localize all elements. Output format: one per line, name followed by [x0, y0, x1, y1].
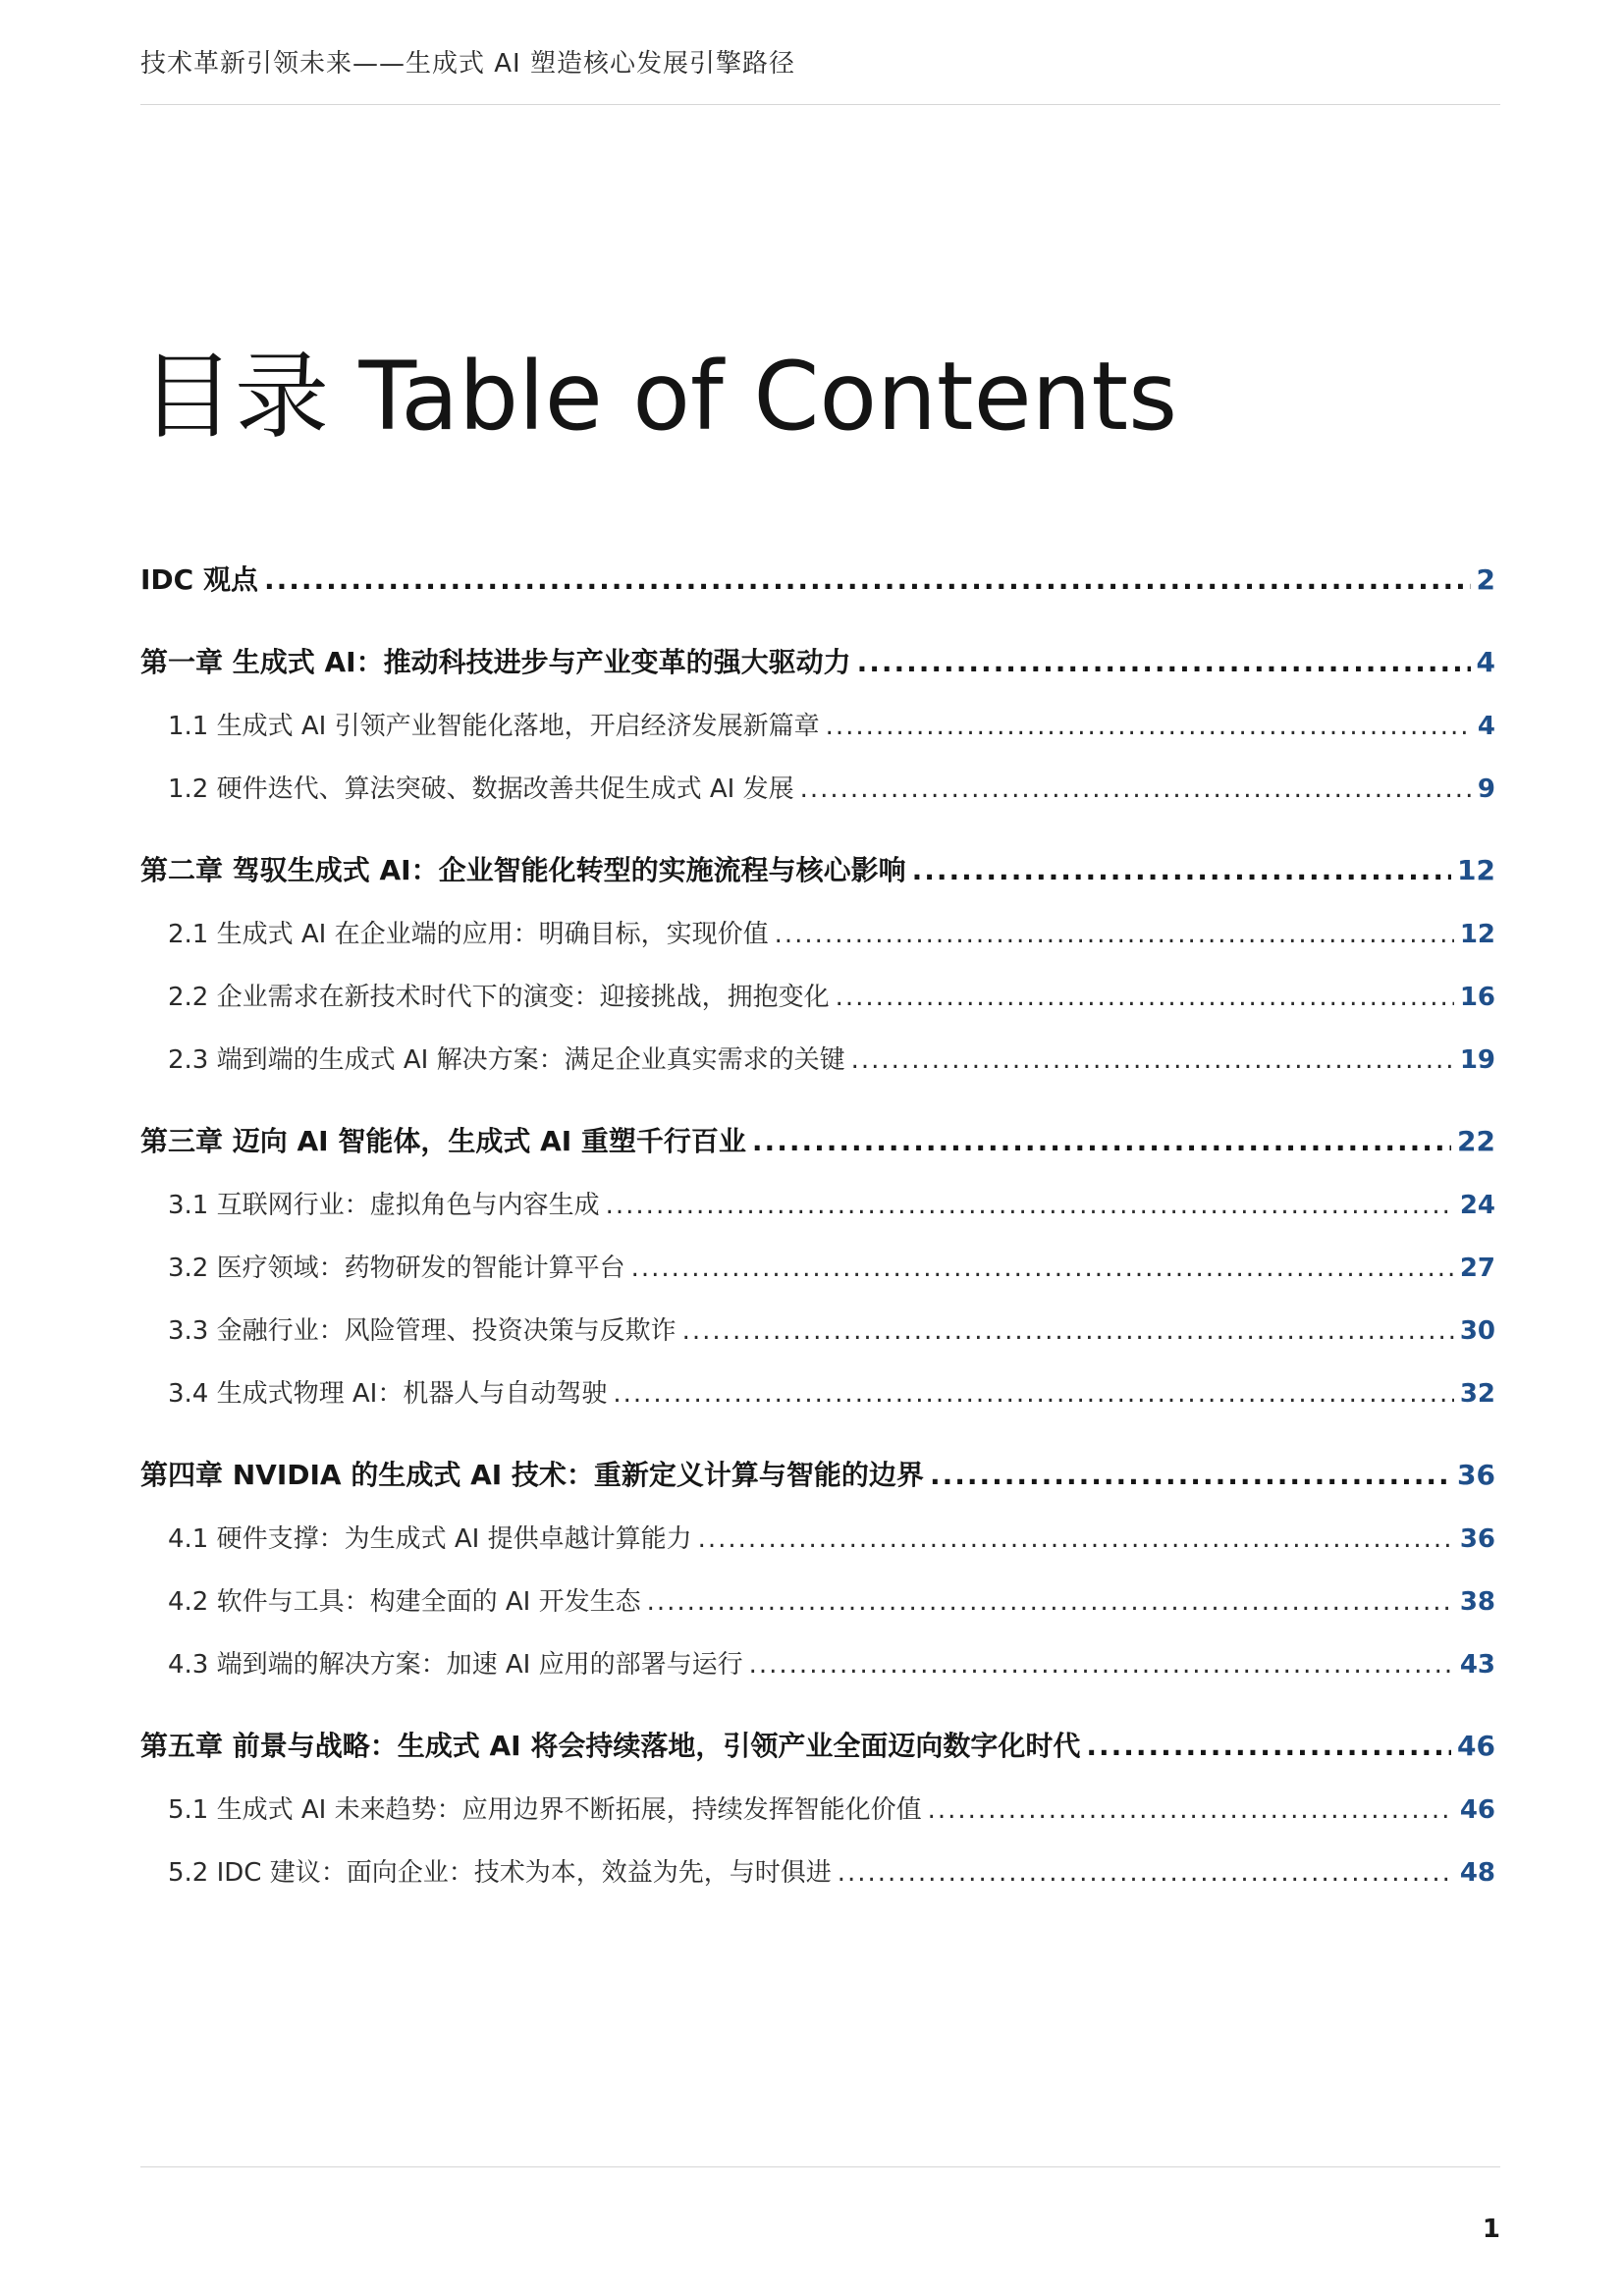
toc-dot-leader — [749, 1645, 1454, 1684]
toc-dot-leader — [752, 1121, 1451, 1162]
toc-dot-leader — [631, 1249, 1454, 1288]
toc-dot-leader — [647, 1582, 1454, 1622]
toc-entry-label: 4.2 软件与工具：构建全面的 AI 开发生态 — [168, 1587, 641, 1617]
toc-section-entry[interactable] — [140, 1853, 1495, 1893]
toc-entry-label: 2.2 企业需求在新技术时代下的演变：迎接挑战，拥抱变化 — [168, 983, 830, 1012]
toc-chapter-entry[interactable] — [140, 850, 1495, 891]
toc-dot-leader — [857, 642, 1471, 683]
toc-entry-label: 4.1 硬件支撑：为生成式 AI 提供卓越计算能力 — [168, 1524, 692, 1554]
toc-chapter-entry[interactable] — [140, 560, 1495, 601]
toc-section-entry[interactable] — [140, 978, 1495, 1017]
toc-page-number: 19 — [1459, 1045, 1495, 1075]
toc-chapter-entry[interactable] — [140, 1121, 1495, 1162]
toc-dot-leader — [613, 1374, 1453, 1414]
toc-entry-label: 1.2 硬件迭代、算法突破、数据改善共促生成式 AI 发展 — [168, 774, 794, 804]
toc-entry-label: 5.2 IDC 建议：面向企业：技术为本，效益为先，与时俱进 — [168, 1858, 832, 1888]
toc-page-number: 30 — [1459, 1316, 1495, 1346]
toc-page-number: 12 — [1459, 920, 1495, 949]
running-header: 技术革新引领未来——生成式 AI 塑造核心发展引擎路径 — [140, 49, 795, 79]
toc-page-number: 36 — [1457, 1459, 1495, 1491]
toc-section-entry[interactable] — [140, 1582, 1495, 1622]
table-of-contents — [140, 560, 1495, 1893]
toc-entry-label: 4.3 端到端的解决方案：加速 AI 应用的部署与运行 — [168, 1650, 743, 1680]
toc-entry-label: 第一章 生成式 AI：推动科技进步与产业变革的强大驱动力 — [140, 646, 851, 678]
toc-section-entry[interactable] — [140, 1520, 1495, 1559]
toc-page-number: 4 — [1477, 712, 1495, 741]
toc-chapter-entry[interactable] — [140, 1726, 1495, 1767]
page-title: 目录 Table of Contents — [140, 342, 1178, 453]
toc-dot-leader — [682, 1311, 1454, 1351]
page-number: 1 — [1482, 2215, 1500, 2244]
toc-section-entry[interactable] — [140, 1374, 1495, 1414]
toc-page-number: 2 — [1476, 563, 1495, 596]
toc-dot-leader — [838, 1853, 1454, 1893]
toc-page-number: 12 — [1457, 854, 1495, 886]
toc-page-number: 43 — [1459, 1650, 1495, 1680]
toc-dot-leader — [836, 978, 1454, 1017]
toc-page-number: 38 — [1459, 1587, 1495, 1617]
toc-chapter-entry[interactable] — [140, 1455, 1495, 1496]
toc-page-number: 4 — [1476, 646, 1495, 678]
header-divider — [140, 104, 1500, 105]
toc-section-entry[interactable] — [140, 1249, 1495, 1288]
toc-chapter-entry[interactable] — [140, 642, 1495, 683]
toc-page-number: 48 — [1459, 1858, 1495, 1888]
toc-entry-label: 1.1 生成式 AI 引领产业智能化落地，开启经济发展新篇章 — [168, 712, 820, 741]
toc-dot-leader — [698, 1520, 1454, 1559]
toc-page-number: 16 — [1459, 983, 1495, 1012]
toc-dot-leader — [775, 915, 1454, 954]
toc-page-number: 22 — [1457, 1125, 1495, 1157]
toc-entry-label: 2.1 生成式 AI 在企业端的应用：明确目标，实现价值 — [168, 920, 769, 949]
toc-section-entry[interactable] — [140, 1041, 1495, 1080]
toc-entry-label: 2.3 端到端的生成式 AI 解决方案：满足企业真实需求的关键 — [168, 1045, 845, 1075]
toc-section-entry[interactable] — [140, 1186, 1495, 1225]
toc-entry-label: 第五章 前景与战略：生成式 AI 将会持续落地，引领产业全面迈向数字化时代 — [140, 1730, 1081, 1762]
toc-dot-leader — [912, 850, 1451, 891]
toc-entry-label: 5.1 生成式 AI 未来趋势：应用边界不断拓展，持续发挥智能化价值 — [168, 1795, 922, 1825]
toc-dot-leader — [264, 560, 1471, 601]
toc-dot-leader — [1086, 1726, 1451, 1767]
toc-entry-label: 第四章 NVIDIA 的生成式 AI 技术：重新定义计算与智能的边界 — [140, 1459, 924, 1491]
toc-entry-label: 3.4 生成式物理 AI：机器人与自动驾驶 — [168, 1379, 608, 1409]
toc-entry-label: 第三章 迈向 AI 智能体，生成式 AI 重塑千行百业 — [140, 1125, 746, 1157]
toc-page-number: 27 — [1459, 1254, 1495, 1283]
toc-entry-label: 第二章 驾驭生成式 AI：企业智能化转型的实施流程与核心影响 — [140, 854, 906, 886]
toc-page-number: 32 — [1459, 1379, 1495, 1409]
footer-divider — [140, 2166, 1500, 2167]
toc-dot-leader — [851, 1041, 1454, 1080]
toc-section-entry[interactable] — [140, 1311, 1495, 1351]
toc-dot-leader — [928, 1790, 1454, 1830]
toc-section-entry[interactable] — [140, 1645, 1495, 1684]
toc-section-entry[interactable] — [140, 707, 1495, 746]
toc-entry-label: 3.1 互联网行业：虚拟角色与内容生成 — [168, 1191, 600, 1220]
toc-section-entry[interactable] — [140, 915, 1495, 954]
toc-page-number: 24 — [1459, 1191, 1495, 1220]
toc-section-entry[interactable] — [140, 770, 1495, 809]
toc-entry-label: IDC 观点 — [140, 563, 258, 596]
toc-entry-label: 3.3 金融行业：风险管理、投资决策与反欺诈 — [168, 1316, 677, 1346]
toc-dot-leader — [826, 707, 1472, 746]
toc-page-number: 36 — [1459, 1524, 1495, 1554]
toc-dot-leader — [606, 1186, 1454, 1225]
toc-page-number: 46 — [1459, 1795, 1495, 1825]
toc-dot-leader — [930, 1455, 1451, 1496]
toc-dot-leader — [800, 770, 1472, 809]
toc-page-number: 9 — [1477, 774, 1495, 804]
toc-entry-label: 3.2 医疗领域：药物研发的智能计算平台 — [168, 1254, 625, 1283]
toc-page-number: 46 — [1457, 1730, 1495, 1762]
toc-section-entry[interactable] — [140, 1790, 1495, 1830]
